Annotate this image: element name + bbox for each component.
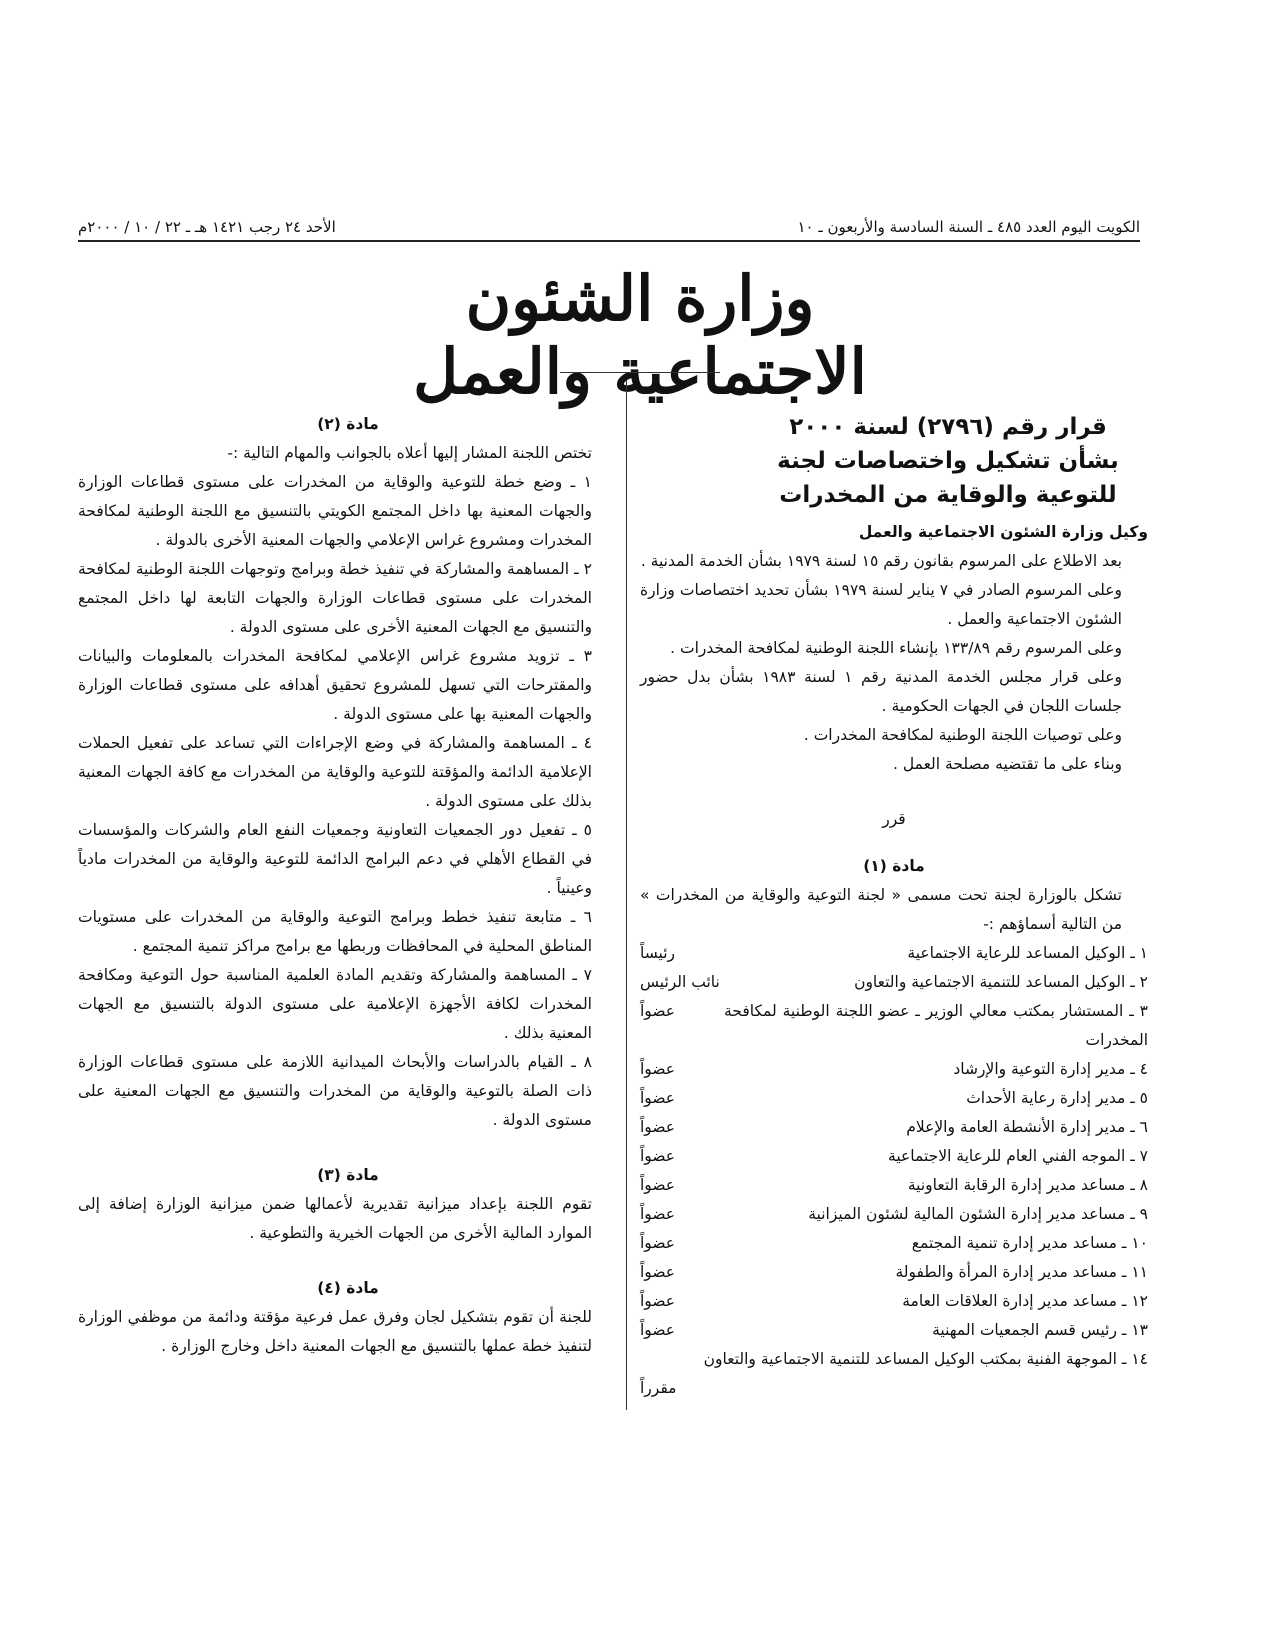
article-4-title: مادة (٤) [317, 1279, 379, 1297]
committee-member-row [640, 1316, 1148, 1345]
column-divider [626, 380, 627, 1410]
member-name: ٦ ـ مدير إدارة الأنشطة العامة والإعلام [906, 1118, 1148, 1136]
committee-member-row [640, 1055, 1148, 1084]
header-issue: الكويت اليوم العدد ٤٨٥ ـ السنة السادسة والأربعون ـ ١٠ [797, 218, 1140, 236]
article-3-title: مادة (٣) [317, 1166, 379, 1184]
member-14: ١٤ ـ الموجهة الفنية بمكتب الوكيل المساعد للتنمية الاجتماعية والتعاون [703, 1350, 1148, 1368]
article-1-text: تشكل بالوزارة لجنة تحت مسمى « لجنة التوعية والوقاية من المخدرات » من التالية أسماؤهم :- [640, 886, 1122, 933]
member-name: ٥ ـ مدير إدارة رعاية الأحداث [966, 1089, 1148, 1107]
member-name: ٨ ـ مساعد مدير إدارة الرقابة التعاونية [907, 1176, 1148, 1194]
member-role: عضواً [640, 1292, 676, 1310]
committee-member-row [640, 997, 1148, 1055]
ministry-masthead: وزارة الشئون الاجتماعية والعمل [413, 262, 867, 408]
decision-title-line-3: للتوعية والوقاية من المخدرات [779, 482, 1117, 508]
article-3-text: تقوم اللجنة بإعداد ميزانية تقديرية لأعمالها ضمن ميزانية الوزارة إضافة إلى الموارد المالية الأخرى من الجهات الخيرية والتطوعية . [78, 1195, 592, 1242]
member-name: ٢ ـ الوكيل المساعد للتنمية الاجتماعية والتعاون [854, 973, 1148, 991]
member-role: نائب الرئيس [640, 973, 720, 991]
committee-member-row [640, 1229, 1148, 1258]
member-role: عضواً [640, 1147, 676, 1165]
member-role: عضواً [640, 1205, 676, 1223]
committee-member-row [640, 1142, 1148, 1171]
decision-title [748, 410, 1148, 512]
committee-member-row [640, 1084, 1148, 1113]
article-2-item: ١ ـ وضع خطة للتوعية والوقاية من المخدرات على مستوى قطاعات الوزارة والجهات المعنية بها داخل المجتمع الكويتي بالتنسيق مع اللجنة الوطنية لمكافحة المخدرات ومشروع غراس الإعلامي والجهات المعنية الأخرى بالدولة . [78, 473, 592, 549]
member-14-role: مقرراً [640, 1379, 677, 1397]
member-role: عضواً [640, 1118, 676, 1136]
member-name: ١١ ـ مساعد مدير إدارة المرأة والطفولة [895, 1263, 1148, 1281]
member-role: عضواً [640, 1234, 676, 1252]
member-role: عضواً [640, 1089, 676, 1107]
article-2-item: ٦ ـ متابعة تنفيذ خطط وبرامج التوعية والوقاية من المخدرات على مستويات المناطق المحلية في المحافظات وربطها مع برامج مراكز تنمية المجتمع . [78, 908, 592, 955]
article-2-item: ٢ ـ المساهمة والمشاركة في تنفيذ خطة وبرامج وتوجهات اللجنة الوطنية لمكافحة المخدرات على مستوى قطاعات الوزارة والجهات التابعة لها داخل المجتمع والتنسيق مع الجهات المعنية الأخرى على مستوى الدولة . [78, 560, 592, 636]
issuer: وكيل وزارة الشئون الاجتماعية والعمل [858, 523, 1148, 541]
member-name: ١ ـ الوكيل المساعد للرعاية الاجتماعية [907, 944, 1148, 962]
member-role: عضواً [640, 1263, 676, 1281]
member-role: عضواً [640, 1176, 676, 1194]
masthead-divider [560, 372, 720, 373]
article-2-item: ٥ ـ تفعيل دور الجمعيات التعاونية وجمعيات النفع العام والشركات والمؤسسات في القطاع الأهلي في دعم البرامج الدائمة للتوعية والوقاية من المخدرات مادياً وعينياً . [78, 821, 592, 897]
committee-member-row [640, 1258, 1148, 1287]
member-name: ٩ ـ مساعد مدير إدارة الشئون المالية لشئون الميزانية [808, 1205, 1148, 1223]
member-role: عضواً [640, 1002, 676, 1020]
committee-member-row [640, 968, 1148, 997]
member-name: ٤ ـ مدير إدارة التوعية والإرشاد [953, 1060, 1148, 1078]
member-name: ٧ ـ الموجه الفني العام للرعاية الاجتماعية [888, 1147, 1148, 1165]
committee-member-row [640, 1171, 1148, 1200]
member-role: عضواً [640, 1321, 676, 1339]
committee-member-row [640, 939, 1148, 968]
decision-title-line-1: قرار رقم (٢٧٩٦) لسنة ٢٠٠٠ [789, 414, 1107, 440]
committee-member-row [640, 1113, 1148, 1142]
article-1-title: مادة (١) [863, 857, 925, 875]
member-role: عضواً [640, 1060, 676, 1078]
member-name: ٣ ـ المستشار بمكتب معالي الوزير ـ عضو اللجنة الوطنية لمكافحة المخدرات [724, 1002, 1148, 1049]
member-name: ١٠ ـ مساعد مدير إدارة تنمية المجتمع [911, 1234, 1148, 1252]
preamble-4: وعلى قرار مجلس الخدمة المدنية رقم ١ لسنة ١٩٨٣ بشأن بدل حضور جلسات اللجان في الجهات الحكومية . [640, 668, 1122, 715]
member-name: ١٢ ـ مساعد مدير إدارة العلاقات العامة [902, 1292, 1148, 1310]
member-name: ١٣ ـ رئيس قسم الجمعيات المهنية [932, 1321, 1148, 1339]
article-2-item: ٤ ـ المساهمة والمشاركة في وضع الإجراءات التي تساعد على تفعيل الحملات الإعلامية الدائمة والمؤقتة للتوعية والوقاية من المخدرات مع كافة الجهات المعنية بذلك على مستوى الدولة . [78, 734, 592, 810]
article-2-item: ٧ ـ المساهمة والمشاركة وتقديم المادة العلمية المناسبة حول التوعية ومكافحة المخدرات لكافة الأجهزة الإعلامية على مستوى الدولة بالتنسيق مع الجهات المعنية بذلك . [78, 966, 592, 1042]
article-2-item: ٣ ـ تزويد مشروع غراس الإعلامي لمكافحة المخدرات بالمعلومات والبيانات والمقترحات التي تسهل للمشروع تحقيق أهدافه على مستوى قطاعات الوزارة والجهات المعنية بها على مستوى الدولة . [78, 647, 592, 723]
committee-member-row [640, 1287, 1148, 1316]
member-role: رئيساً [640, 944, 676, 962]
right-column [640, 410, 1148, 1403]
article-4-text: للجنة أن تقوم بتشكيل لجان وفرق عمل فرعية مؤقتة ودائمة من موظفي الوزارة لتنفيذ خطة عملها بالتنسيق مع الجهات المعنية داخل وخارج الوزارة . [78, 1308, 592, 1355]
decided-heading: قرر [882, 810, 906, 828]
decision-title-line-2: بشأن تشكيل واختصاصات لجنة [777, 448, 1119, 474]
preamble-5: وعلى توصيات اللجنة الوطنية لمكافحة المخدرات . [803, 726, 1122, 744]
committee-member-row [640, 1200, 1148, 1229]
page-header [78, 218, 1140, 242]
preamble-2: وعلى المرسوم الصادر في ٧ يناير لسنة ١٩٧٩ بشأن تحديد اختصاصات وزارة الشئون الاجتماعية والعمل . [640, 581, 1122, 628]
article-2-title: مادة (٢) [317, 415, 379, 433]
left-column [78, 410, 618, 1361]
article-2-item: ٨ ـ القيام بالدراسات والأبحاث الميدانية اللازمة على مستوى قطاعات الوزارة ذات الصلة بالتوعية والوقاية من المخدرات والتنسيق مع الجهات المعنية على مستوى الدولة . [78, 1053, 592, 1129]
preamble-3: وعلى المرسوم رقم ١٣٣/٨٩ بإنشاء اللجنة الوطنية لمكافحة المخدرات . [670, 639, 1122, 657]
preamble-1: بعد الاطلاع على المرسوم بقانون رقم ١٥ لسنة ١٩٧٩ بشأن الخدمة المدنية . [640, 552, 1122, 570]
article-2-intro: تختص اللجنة المشار إليها أعلاه بالجوانب والمهام التالية :- [227, 444, 592, 462]
preamble-6: وبناء على ما تقتضيه مصلحة العمل . [893, 755, 1122, 773]
header-date: الأحد ٢٤ رجب ١٤٢١ هـ ـ ٢٢ / ١٠ / ٢٠٠٠م [78, 218, 336, 236]
